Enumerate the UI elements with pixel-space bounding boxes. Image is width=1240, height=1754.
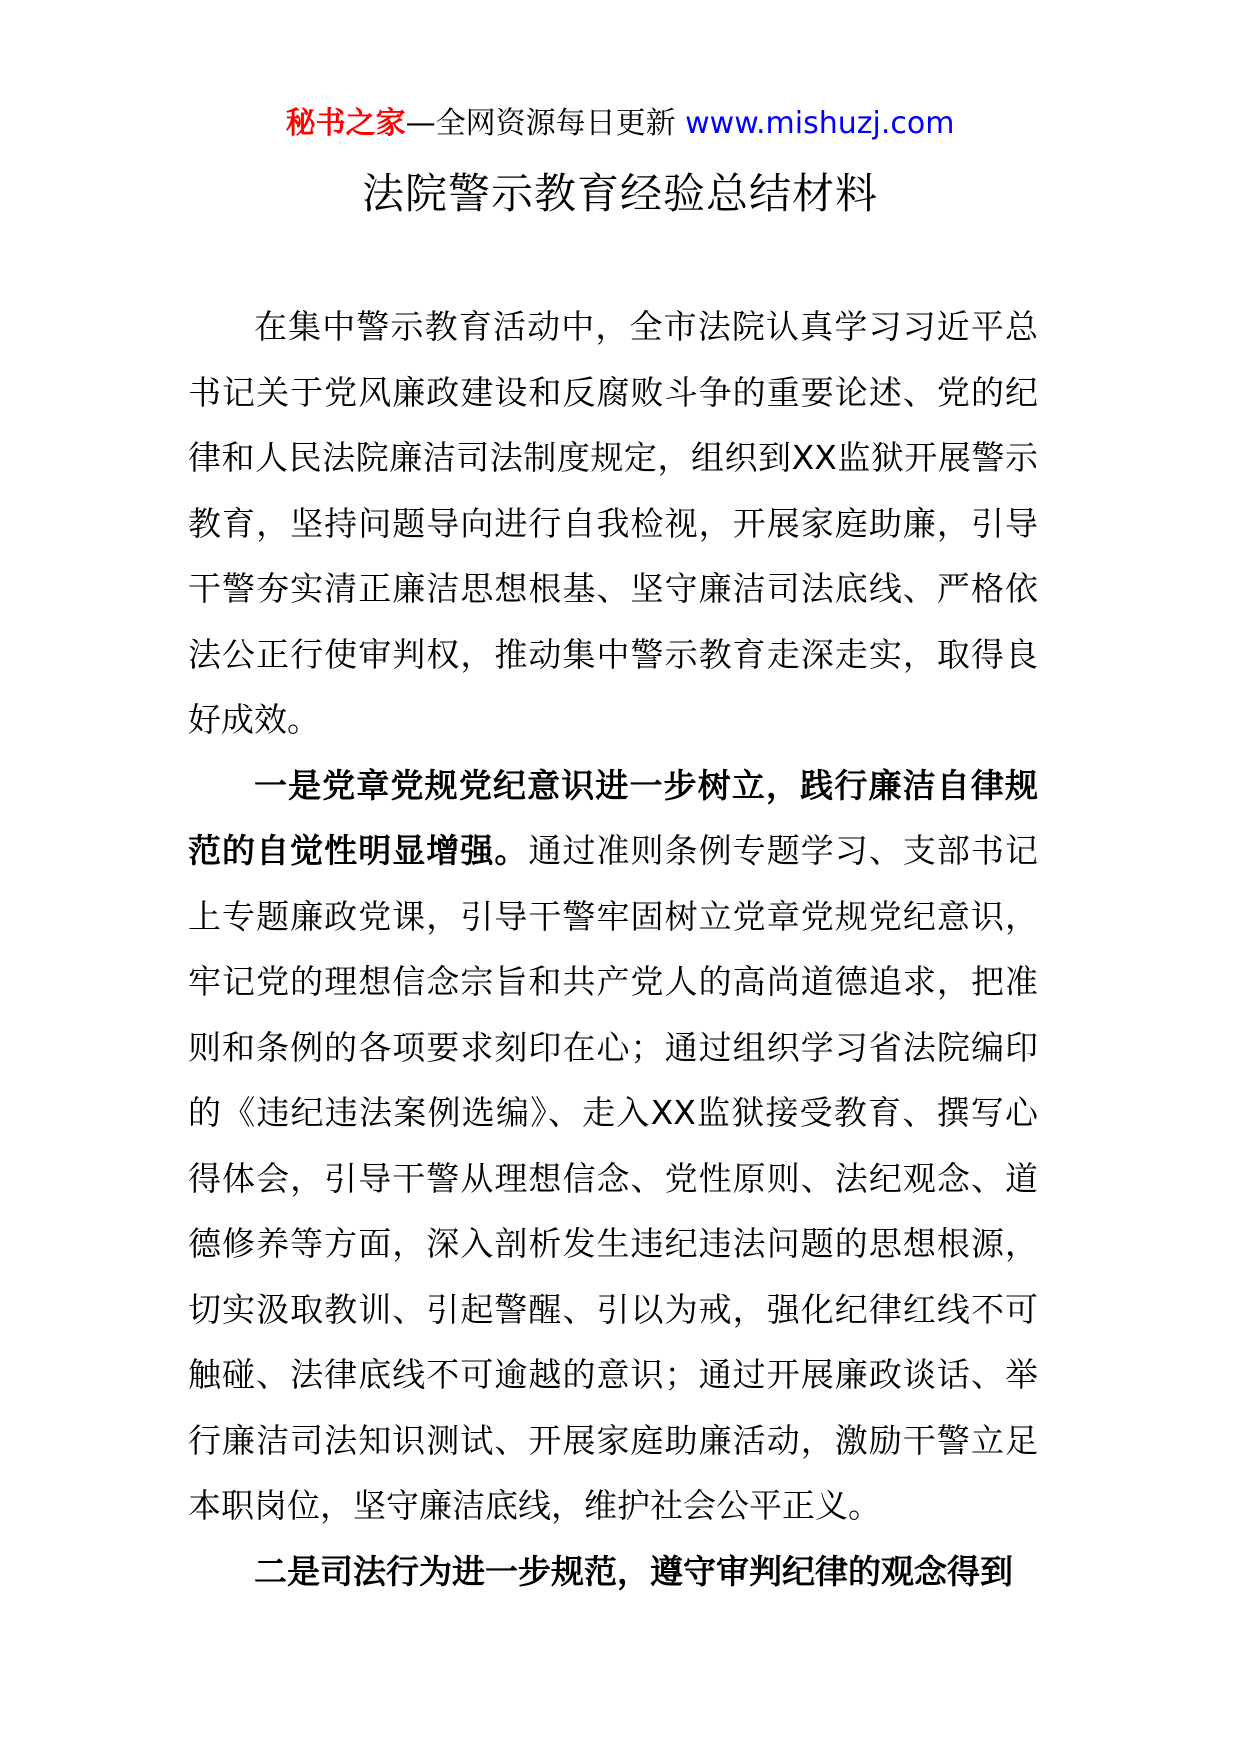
document-title: 法院警示教育经验总结材料 xyxy=(361,169,878,218)
paragraph-lead: 二是司法行为进一步规范，遵守审判纪律的观念得到 xyxy=(254,1551,1013,1591)
paragraph-lead: 一是党章党规党纪意识进一步树立，践行廉洁自律规范的自觉性明显增强。 xyxy=(188,765,1038,870)
brand-name: 秘书之家 xyxy=(285,106,406,141)
paragraph-text: 在集中警示教育活动中，全市法院认真学习习近平总书记关于党风廉政建设和反腐败斗争的重要论述、党的纪律和人民法院廉洁司法制度规定，组织到XX监狱开展警示教育，坚持问题导向进行自我检视，开展家庭助廉，引导干警夯实清正廉洁思想根基、坚守廉洁司法底线、严格依法公正行使审判权，推动集中警示教育走深走实，取得良好成效。 xyxy=(188,307,1038,739)
paragraph-point-two xyxy=(188,1539,1038,1605)
document-body xyxy=(188,294,1038,1604)
site-header xyxy=(0,104,1240,144)
paragraph-intro xyxy=(188,294,1038,753)
site-slogan: —全网资源每日更新 xyxy=(405,106,676,141)
site-url-link[interactable]: www.mishuzj.com xyxy=(685,106,955,141)
paragraph-text: 通过准则条例专题学习、支部书记上专题廉政党课，引导干警牢固树立党章党规党纪意识，牢记党的理想信念宗旨和共产党人的高尚道德追求，把准则和条例的各项要求刻印在心；通过组织学习省法院编印的《违纪违法案例选编》、走入XX监狱接受教育、撰写心得体会，引导干警从理想信念、党性原则、法纪观念、道德修养等方面，深入剖析发生违纪违法问题的思想根源，切实汲取教训、引起警醒、引以为戒，强化纪律红线不可触碰、法律底线不可逾越的意识；通过开展廉政谈话、举行廉洁司法知识测试、开展家庭助廉活动，激励干警立足本职岗位，坚守廉洁底线，维护社会公平正义。 xyxy=(188,831,1039,1525)
paragraph-point-one xyxy=(188,753,1038,1539)
